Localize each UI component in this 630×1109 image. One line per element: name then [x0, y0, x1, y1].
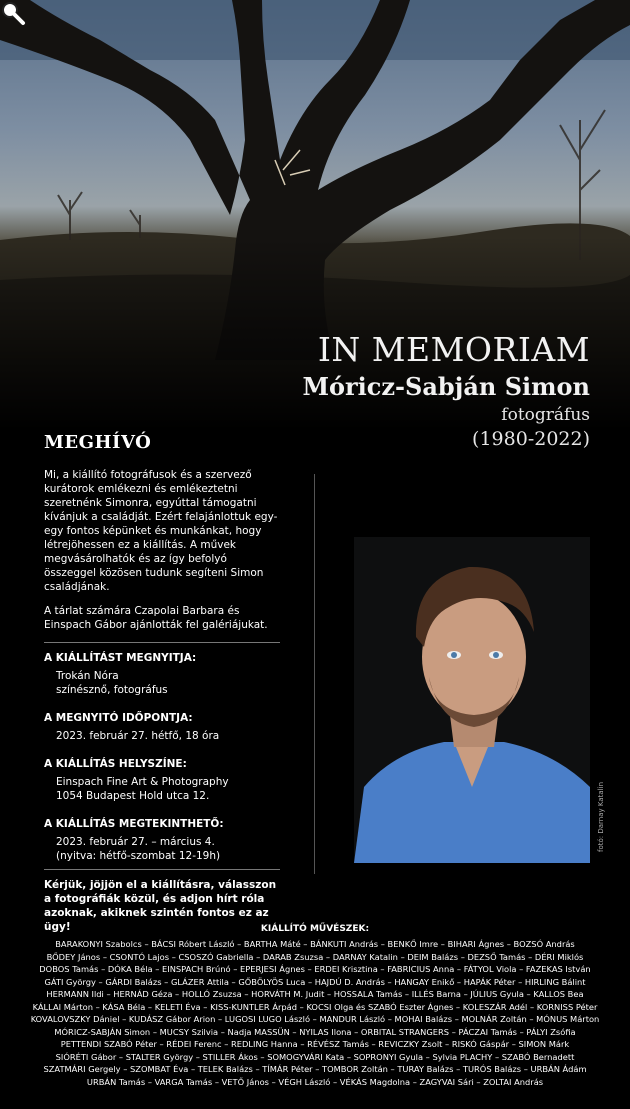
- visit-label: A KIÁLLÍTÁS MEGTEKINTHETŐ:: [44, 818, 224, 830]
- venue-address: 1054 Budapest Hold utca 12.: [56, 790, 210, 802]
- artists-line: BARAKONYI Szabolcs – BÁCSI Róbert László – BARTHA Máté – BÁNKUTI András – BENKŐ Imre – BIHARI Ágnes – BOZSÓ András: [55, 939, 575, 949]
- portrait-photo: [354, 537, 590, 863]
- artists-line: SIÓRÉTI Gábor – STALTER György – STILLER Ákos – SOMOGYVÁRI Kata – SOPRONYI Gyula – Sylvia PLACHY – SZABÓ Bernadett: [55, 1051, 575, 1062]
- artists-line: PETTENDI SZABÓ Péter – RÉDEI Ferenc – REDLING Hanna – RÉVÉSZ Tamás – REVICZKY Zsolt – RISKÓ Gáspár – SIMON Márk: [60, 1039, 570, 1049]
- artists-line: DOBOS Tamás – DÓKA Béla – EINSPACH Brúnó – EPERJESI Ágnes – ERDEI Krisztina – FABRICIUS Anna – FÁTYOL Viola – FAZEKAS István: [39, 964, 591, 974]
- artists-line: MÓRICZ-SABJÁN Simon – MUCSY Szilvia – Nadja MASSÜN – NYILAS Ilona – ORBITAL STRANGERS – PÁCZAI Tamás – PÁLYI Zsófia: [54, 1026, 576, 1037]
- invitation-heading: MEGHÍVÓ: [44, 432, 152, 453]
- date-label: A MEGNYITÓ IDŐPONTJA:: [44, 712, 193, 724]
- honoree-name: Móricz-Sabján Simon: [302, 372, 590, 401]
- artists-line: HERMANN Ildi – HERNÁD Géza – HOLLÓ Zsuzsa – HORVÁTH M. Judit – HOSSALA Tamás – ILLÉS Barna – JÚLIUS Gyula – KALLOS Bea: [46, 989, 584, 999]
- venue-label: A KIÁLLÍTÁS HELYSZÍNE:: [44, 758, 187, 770]
- date-value: 2023. február 27. hétfő, 18 óra: [56, 730, 220, 742]
- closing-appeal: Kérjük, jöjjön el a kiállításra, válasszon a fotográfiák közül, és adjon hírt róla azoknak, akiknek szintén fontos ez az ügy!: [44, 879, 277, 933]
- photo-credit: fotó: Darnay Katalin: [597, 781, 605, 852]
- visit-dates: 2023. február 27. – március 4.: [56, 836, 215, 848]
- gallery-paragraph: A tárlat számára Czapolai Barbara és Einspach Gábor ajánlották fel galériájukat.: [44, 605, 268, 631]
- artists-list: [30, 938, 600, 1088]
- opener-label: A KIÁLLÍTÁST MEGNYITJA:: [44, 652, 197, 664]
- divider: [44, 869, 280, 870]
- opener-name: Trokán Nóra: [56, 670, 119, 682]
- visit-hours: (nyitva: hétfő-szombat 12-19h): [56, 850, 221, 862]
- portrait-illustration: [354, 537, 590, 863]
- artists-line: KÁLLAI Márton – KÁSA Béla – KELETI Éva – KISS-KUNTLER Árpád – KOCSI Olga és SZABÓ Eszter Ágnes – KOLESZÁR Adél – KORNISS Péter: [32, 1001, 598, 1012]
- artists-line: GÁTI György – GÁRDI Balázs – GLÁZER Attila – GŐBÖLYÖS Luca – HAJDÚ D. András – HANGAY Enikő – HAPÁK Péter – HIRLING Bálint: [44, 976, 586, 987]
- magnifier-icon[interactable]: [0, 0, 26, 26]
- in-memoriam-title: IN MEMORIAM: [317, 330, 590, 369]
- column-divider: [314, 474, 315, 874]
- venue-name: Einspach Fine Art & Photography: [56, 776, 229, 788]
- invitation-details: [44, 468, 280, 944]
- artists-line: BŐDEY János – CSONTÓ Lajos – CSOSZÓ Gabriella – DARAB Zsuzsa – DARNAY Katalin – DEIM Balázs – DEZSŐ Tamás – DÉRI Miklós: [46, 951, 584, 962]
- artists-line: SZATMÁRI Gergely – SZOMBAT Éva – TELEK Balázs – TÍMÁR Péter – TOMBOR Zoltán – TURAY Balázs – TURÓS Balázs – URBÁN Ádám: [43, 1064, 587, 1074]
- opener-role: színésznő, fotográfus: [56, 684, 168, 696]
- artists-line: URBÁN Tamás – VARGA Tamás – VETŐ János – VÉGH László – VÉKÁS Magdolna – ZAGYVAI Sári – ZOLTAI András: [86, 1076, 544, 1087]
- divider: [44, 642, 280, 643]
- artists-line: KOVALOVSZKY Dániel – KUDÁSZ Gábor Arion – LUGOSI LUGO László – MANDUR László – MOHAI Balázs – MOLNÁR Zoltán – MÓNUS Márton: [30, 1014, 600, 1024]
- title-block: [302, 330, 590, 452]
- honoree-years: (1980-2022): [472, 428, 590, 450]
- intro-paragraph: Mi, a kiállító fotográfusok és a szervező kurátorok emlékezni és emlékeztetni szeretnénk Simonra, egyúttal támogatni kívánjuk a családját. Ezért felajánlottuk egy-egy fontos képünket és munkánkat, hogy létrejöhessen ez a kiállítás. A művek megvásárolhatók és az így befolyó összeggel közösen tudunk segíteni Simon családjának.: [44, 469, 278, 593]
- artists-heading: KIÁLLÍTÓ MŰVÉSZEK:: [260, 924, 370, 934]
- honoree-profession: fotográfus: [501, 405, 590, 425]
